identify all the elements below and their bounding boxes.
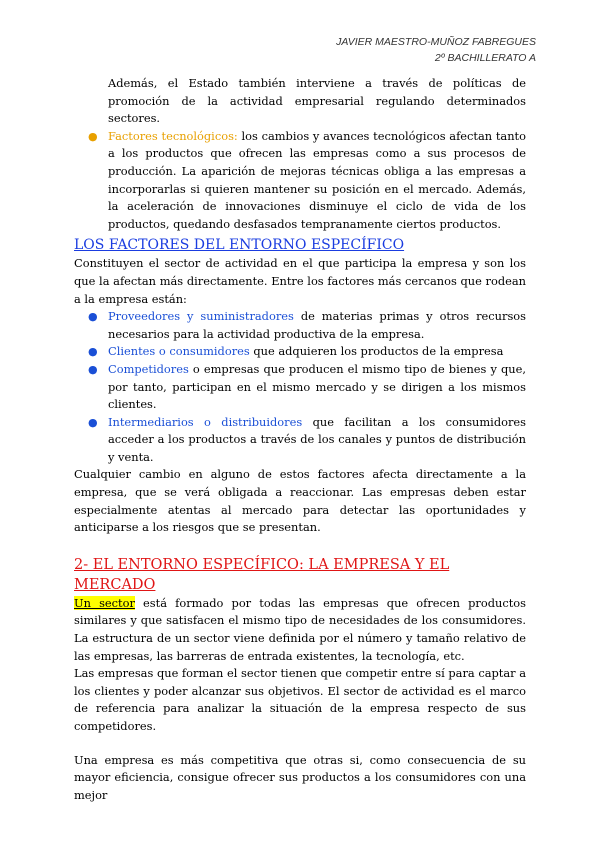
section1-outro: Cualquier cambio en alguno de estos factores afecta directamente a la empresa, que se verá obligada a reaccionar. Las empresas deben estar especialmente atentas al mercado para detectar las oportunidades y anticiparse a los riesgos que se presentan. — [74, 467, 526, 535]
tech-factors-text: los cambios y avances tecnológicos afectan tanto a los productos que ofrecen las empresas como a sus procesos de producción. La aparición de mejoras técnicas obliga a las empresas a incorporarlas si quieren mantener su posición en el mercado. Además, la aceleración de innovaciones disminuye el ciclo de vida de los productos, quedando desfasados tempranamente ciertos productos. — [108, 128, 526, 231]
bullet-icon: ● — [88, 310, 98, 324]
section1-intro: Constituyen el sector de actividad en el que participa la empresa y son los que la afectan más directamente. Entre los factores más cercanos que rodean a la empresa están: — [74, 256, 526, 306]
sector-definition-paragraph — [74, 595, 526, 665]
bullet-icon: ● — [88, 129, 98, 143]
state-paragraph: Además, el Estado también interviene a través de políticas de promoción de la actividad empresarial regulando determinados sectores. — [108, 76, 526, 126]
bullet-icon: ● — [88, 362, 98, 376]
term-clients: Clientes o consumidores — [108, 344, 250, 359]
term-competitors: Competidores — [108, 361, 189, 376]
list-item-tech-factors — [74, 128, 526, 234]
term-intermediaries: Intermediarios o distribuidores — [108, 414, 303, 429]
course-label: 2º BACHILLERATO A — [434, 52, 536, 64]
list-item — [74, 308, 526, 343]
item-text: que facilitan a los consumidores acceder a los productos a través de los canales y puntos de distribución y venta. — [108, 414, 527, 464]
section-heading-specific-factors: LOS FACTORES DEL ENTORNO ESPECÍFICO — [74, 237, 405, 254]
paragraph-spacer — [74, 736, 526, 752]
sector-definition-text: está formado por todas las empresas que ofrecen productos similares y que satisfacen el mismo tipo de necesidades de los consumidores. La estructura de un sector viene definida por el número y tamaño relativo de las empresas, las barreras de entrada existentes, la tecnología, etc. — [74, 595, 526, 663]
tech-factor-list — [74, 128, 526, 234]
competitiveness-paragraph: Una empresa es más competitiva que otras si, como consecuencia de su mayor eficiencia, consigue ofrecer sus productos a los consumidores con una mejor — [74, 752, 526, 802]
section-heading-company-market: 2- EL ENTORNO ESPECÍFICO: LA EMPRESA Y EL MERCADO — [74, 556, 450, 593]
bullet-icon: ● — [88, 415, 98, 429]
term-suppliers: Proveedores y suministradores — [108, 309, 294, 324]
item-text: que adquieren los productos de la empresa — [249, 344, 504, 359]
list-item — [74, 361, 526, 414]
list-item — [74, 414, 526, 467]
bullet-icon: ● — [88, 345, 98, 359]
page-header — [336, 34, 536, 66]
author-name: JAVIER MAESTRO-MUÑOZ FABREGUES — [336, 36, 536, 48]
document-body — [74, 75, 526, 804]
term-tech-factors: Factores tecnológicos: — [108, 128, 238, 143]
specific-factors-list — [74, 308, 526, 466]
competition-paragraph: Las empresas que forman el sector tienen que competir entre sí para captar a los clientes y poder alcanzar sus objetivos. El sector de actividad es el marco de referencia para analizar la situación de la empresa respecto de sus competidores. — [74, 666, 527, 733]
highlighted-term: Un sector — [74, 595, 135, 610]
item-text: de materias primas y otros recursos necesarios para la actividad productiva de la empresa. — [108, 309, 526, 341]
item-text: o empresas que producen el mismo tipo de bienes y que, por tanto, participan en el mismo mercado y se dirigen a los mismos clientes. — [108, 361, 526, 412]
list-item — [74, 343, 526, 361]
